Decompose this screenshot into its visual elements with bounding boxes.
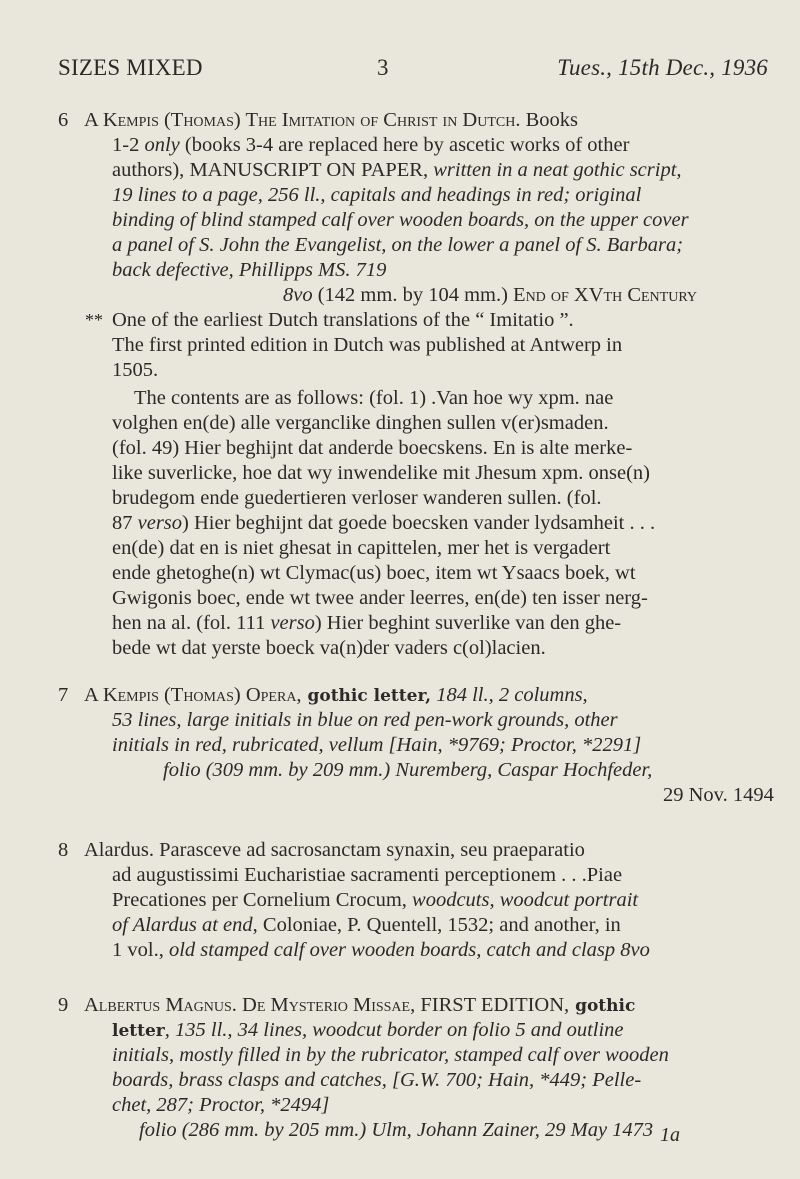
lot-number: 7: [58, 684, 69, 706]
lot-title-line: A Kempis (Thomas) Opera, gothic letter, 184 ll., 2 columns,: [84, 684, 588, 706]
lot-description-line: chet, 287; Proctor, *2494]: [112, 1094, 330, 1116]
contents-line: like suverlicke, hoe dat wy inwendelike mit Jhesum xpm. onse(n): [112, 462, 651, 484]
contents-line: brudegom ende guedertieren verloser wanderen sullen. (fol.: [112, 487, 602, 509]
contents-line: hen na al. (fol. 111 verso) Hier beghint suverlike van den ghe-: [112, 612, 622, 634]
lot-description-line: initials in red, rubricated, vellum [Hain, *9769; Proctor, *2291]: [112, 734, 642, 756]
lot-description-line: a panel of S. John the Evangelist, on the lower a panel of S. Barbara;: [112, 234, 684, 256]
lot-title: Kempis (Thomas) Opera,: [102, 684, 302, 706]
lot-format-line: folio (286 mm. by 205 mm.) Ulm, Johann Zainer, 29 May 1473: [139, 1119, 654, 1141]
contents-line: ende ghetoghe(n) wt Clymac(us) boec, item wt Ysaacs boek, wt: [112, 562, 636, 584]
lot-title: Albertus Magnus. De Mysterio Missae, FIRST EDITION,: [84, 994, 570, 1016]
lot-description-line: boards, brass clasps and catches, [G.W. 700; Hain, *449; Pelle-: [112, 1069, 642, 1091]
lot-description-line: binding of blind stamped calf over wooden boards, on the upper cover: [112, 209, 689, 231]
lot-description-line: 1-2 only (books 3-4 are replaced here by ascetic works of other: [112, 134, 630, 156]
lot-description-line: authors), MANUSCRIPT ON PAPER, written in a neat gothic script,: [112, 159, 682, 181]
header-section: SIZES MIXED: [58, 55, 203, 80]
lot-description-line: Precationes per Cornelium Crocum, woodcuts, woodcut portrait: [112, 889, 639, 911]
lot-number: 6: [58, 109, 69, 131]
lot-number: 8: [58, 839, 69, 861]
lot-title: Kempis (Thomas) The Imitation of Christ in Dutch.: [102, 109, 521, 131]
contents-line: bede wt dat yerste boeck va(n)der vaders c(ol)lacien.: [112, 637, 546, 659]
contents-line: 87 verso) Hier beghijnt dat goede boecsken vander lydsamheit . . .: [112, 512, 656, 534]
note-asterisks: **: [85, 310, 103, 330]
lot-description-line: 19 lines to a page, 256 ll., capitals and headings in red; original: [112, 184, 642, 206]
note-line: 1505.: [112, 359, 159, 381]
lot-format-line: 8vo (142 mm. by 104 mm.) End of XVth Century: [283, 284, 698, 306]
lot-description-line: back defective, Phillipps MS. 719: [112, 259, 387, 281]
lot-title-line: Albertus Magnus. De Mysterio Missae, FIRST EDITION, gothic: [84, 994, 636, 1016]
lot-format-line: folio (309 mm. by 209 mm.) Nuremberg, Caspar Hochfeder,: [163, 759, 653, 781]
sale-date: Tues., 15th Dec., 1936: [557, 55, 768, 80]
lot-description-line: of Alardus at end, Coloniae, P. Quentell, 1532; and another, in: [112, 914, 621, 936]
contents-line: en(de) dat en is niet ghesat in capittelen, mer het is vergadert: [112, 537, 611, 559]
lot-description-line: 1 vol., old stamped calf over wooden boards, catch and clasp 8vo: [112, 939, 650, 961]
note-line: The first printed edition in Dutch was published at Antwerp in: [112, 334, 623, 356]
contents-line: The contents are as follows: (fol. 1) .Van hoe wy xpm. nae: [134, 387, 614, 409]
lot-description-line: initials, mostly filled in by the rubricator, stamped calf over wooden: [112, 1044, 669, 1066]
lot-title-line: Alardus. Parasceve ad sacrosanctam synaxin, seu praeparatio: [84, 839, 585, 861]
contents-line: Gwigonis boec, ende wt twee ander leerres, en(de) ten isser nerg-: [112, 587, 648, 609]
signature-mark: 1a: [660, 1124, 680, 1146]
lot-description-line: ad augustissimi Eucharistiae sacramenti perceptionem . . .Piae: [112, 864, 623, 886]
lot-description-line: letter, 135 ll., 34 lines, woodcut border on folio 5 and outline: [112, 1019, 624, 1041]
contents-line: volghen en(de) alle verganclike dinghen sullen v(er)smaden.: [112, 412, 609, 434]
lot-date: 29 Nov. 1494: [663, 784, 774, 806]
note-line: One of the earliest Dutch translations of the “ Imitatio ”.: [112, 309, 574, 331]
lot-number: 9: [58, 994, 69, 1016]
contents-line: (fol. 49) Hier beghijnt dat anderde boecskens. En is alte merke-: [112, 437, 633, 459]
page-number: 3: [377, 55, 389, 80]
lot-title-line: A Kempis (Thomas) The Imitation of Christ in Dutch. Books: [84, 109, 579, 131]
lot-description-line: 53 lines, large initials in blue on red pen-work grounds, other: [112, 709, 618, 731]
